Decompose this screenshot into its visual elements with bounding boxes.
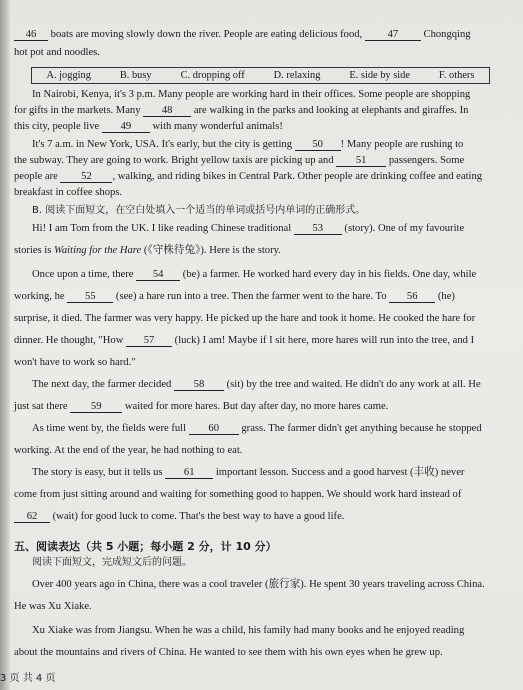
blank-49: 49 [102, 121, 150, 133]
text-line: come from just sitting around and waiting for something good to happen. We should work hard instead of [14, 489, 462, 500]
text-line: The story is easy, but it tells us 61 important lesson. Success and a good harvest (丰收) never [32, 467, 465, 478]
text-line: won't have to work so hard." [14, 357, 136, 368]
option-d: D. relaxing [273, 70, 321, 81]
blank-54: 54 [136, 269, 180, 281]
option-b: B. busy [119, 70, 152, 81]
blank-62: 62 [14, 511, 50, 523]
text-line: for gifts in the markets. Many 48 are walking in the parks and looking at elephants and giraffes. In [14, 105, 469, 116]
text-line: Once upon a time, there 54 (be) a farmer. He worked hard every day in his fields. One day, while [32, 269, 477, 280]
text-line: Xu Xiake was from Jiangsu. When he was a child, his family had many books and he enjoyed reading [32, 625, 465, 636]
text-line: stories is Waiting for the Hare (《守株待兔》). Here is the story. [14, 245, 281, 256]
option-c: C. dropping off [180, 70, 245, 81]
text-line: In Nairobi, Kenya, it's 3 p.m. Many people are working hard in their offices. Some people are shopping [32, 89, 471, 100]
option-e: E. side by side [349, 70, 410, 81]
text-line: just sat there 59 waited for more hares. But day after day, no more hares came. [14, 401, 389, 412]
blank-47: 47 [365, 29, 421, 41]
page-number: 3 页 共 4 页 [0, 673, 56, 684]
blank-59: 59 [70, 401, 122, 413]
text-line: The next day, the farmer decided 58 (sit) by the tree and waited. He didn't do any work at all. He [32, 379, 481, 390]
story-title: Waiting for the Hare [54, 245, 142, 256]
text-line: 46 boats are moving slowly down the river. People are eating delicious food, 47 Chongqing [14, 28, 519, 42]
blank-58: 58 [174, 379, 224, 391]
blank-56: 56 [389, 291, 435, 303]
text-line: Hi! I am Tom from the UK. I like reading Chinese traditional 53 (story). One of my favourite [32, 223, 465, 234]
option-a: A. jogging [46, 70, 91, 81]
blank-46: 46 [14, 29, 48, 41]
section-5-instruction: 阅读下面短文，完成短文后的问题。 [32, 557, 192, 568]
text-line: 62 (wait) for good luck to come. That's the best way to have a good life. [14, 510, 519, 524]
text-line: Over 400 years ago in China, there was a cool traveler (旅行家). He spent 30 years traveling across China. [32, 579, 485, 590]
option-f: F. others [438, 70, 475, 81]
section-b-instruction: B. 阅读下面短文，在空白处填入一个适当的单词或括号内单词的正确形式。 [32, 205, 366, 216]
text-line: He was Xu Xiake. [14, 601, 92, 612]
blank-53: 53 [294, 223, 342, 235]
blank-51: 51 [336, 155, 386, 167]
word-options-box [31, 67, 490, 84]
blank-60: 60 [189, 423, 239, 435]
blank-52: 52 [60, 171, 112, 183]
text-line: people are 52 , walking, and riding bikes in Central Park. Other people are drinking coffee and eating [14, 171, 483, 182]
text-line: working. At the end of the year, he had nothing to eat. [14, 445, 243, 456]
blank-55: 55 [67, 291, 113, 303]
text-line: As time went by, the fields were full 60 grass. The farmer didn't get anything because he stopped [32, 423, 482, 434]
blank-57: 57 [126, 335, 172, 347]
text-line: about the mountains and rivers of China. He wanted to see them with his own eyes when he grew up. [14, 647, 443, 658]
text-line: breakfast in coffee shops. [14, 187, 123, 198]
text-line: dinner. He thought, "How 57 (luck) I am! Maybe if I sit here, more hares will run into the tree, and I [14, 335, 475, 346]
blank-50: 50 [295, 139, 341, 151]
text-line: hot pot and noodles. [14, 47, 100, 58]
text-line: this city, people live 49 with many wonderful animals! [14, 121, 283, 132]
blank-48: 48 [143, 105, 191, 117]
text-line: surprise, it died. The farmer was very happy. He picked up the hare and took it home. He cooked the hare for [14, 313, 476, 324]
section-5-heading: 五、阅读表达（共 5 小题；每小题 2 分，计 10 分） [14, 540, 277, 553]
text-line: It's 7 a.m. in New York, USA. It's early, but the city is getting 50 ! Many people are rushing to [32, 139, 464, 150]
page-shadow [0, 0, 10, 690]
text-line: the subway. They are going to work. Bright yellow taxis are picking up and 51 passengers. Some [14, 155, 465, 166]
blank-61: 61 [165, 467, 213, 479]
text-line: working, he 55 (see) a hare run into a tree. Then the farmer went to the hare. To 56 (he) [14, 291, 455, 302]
